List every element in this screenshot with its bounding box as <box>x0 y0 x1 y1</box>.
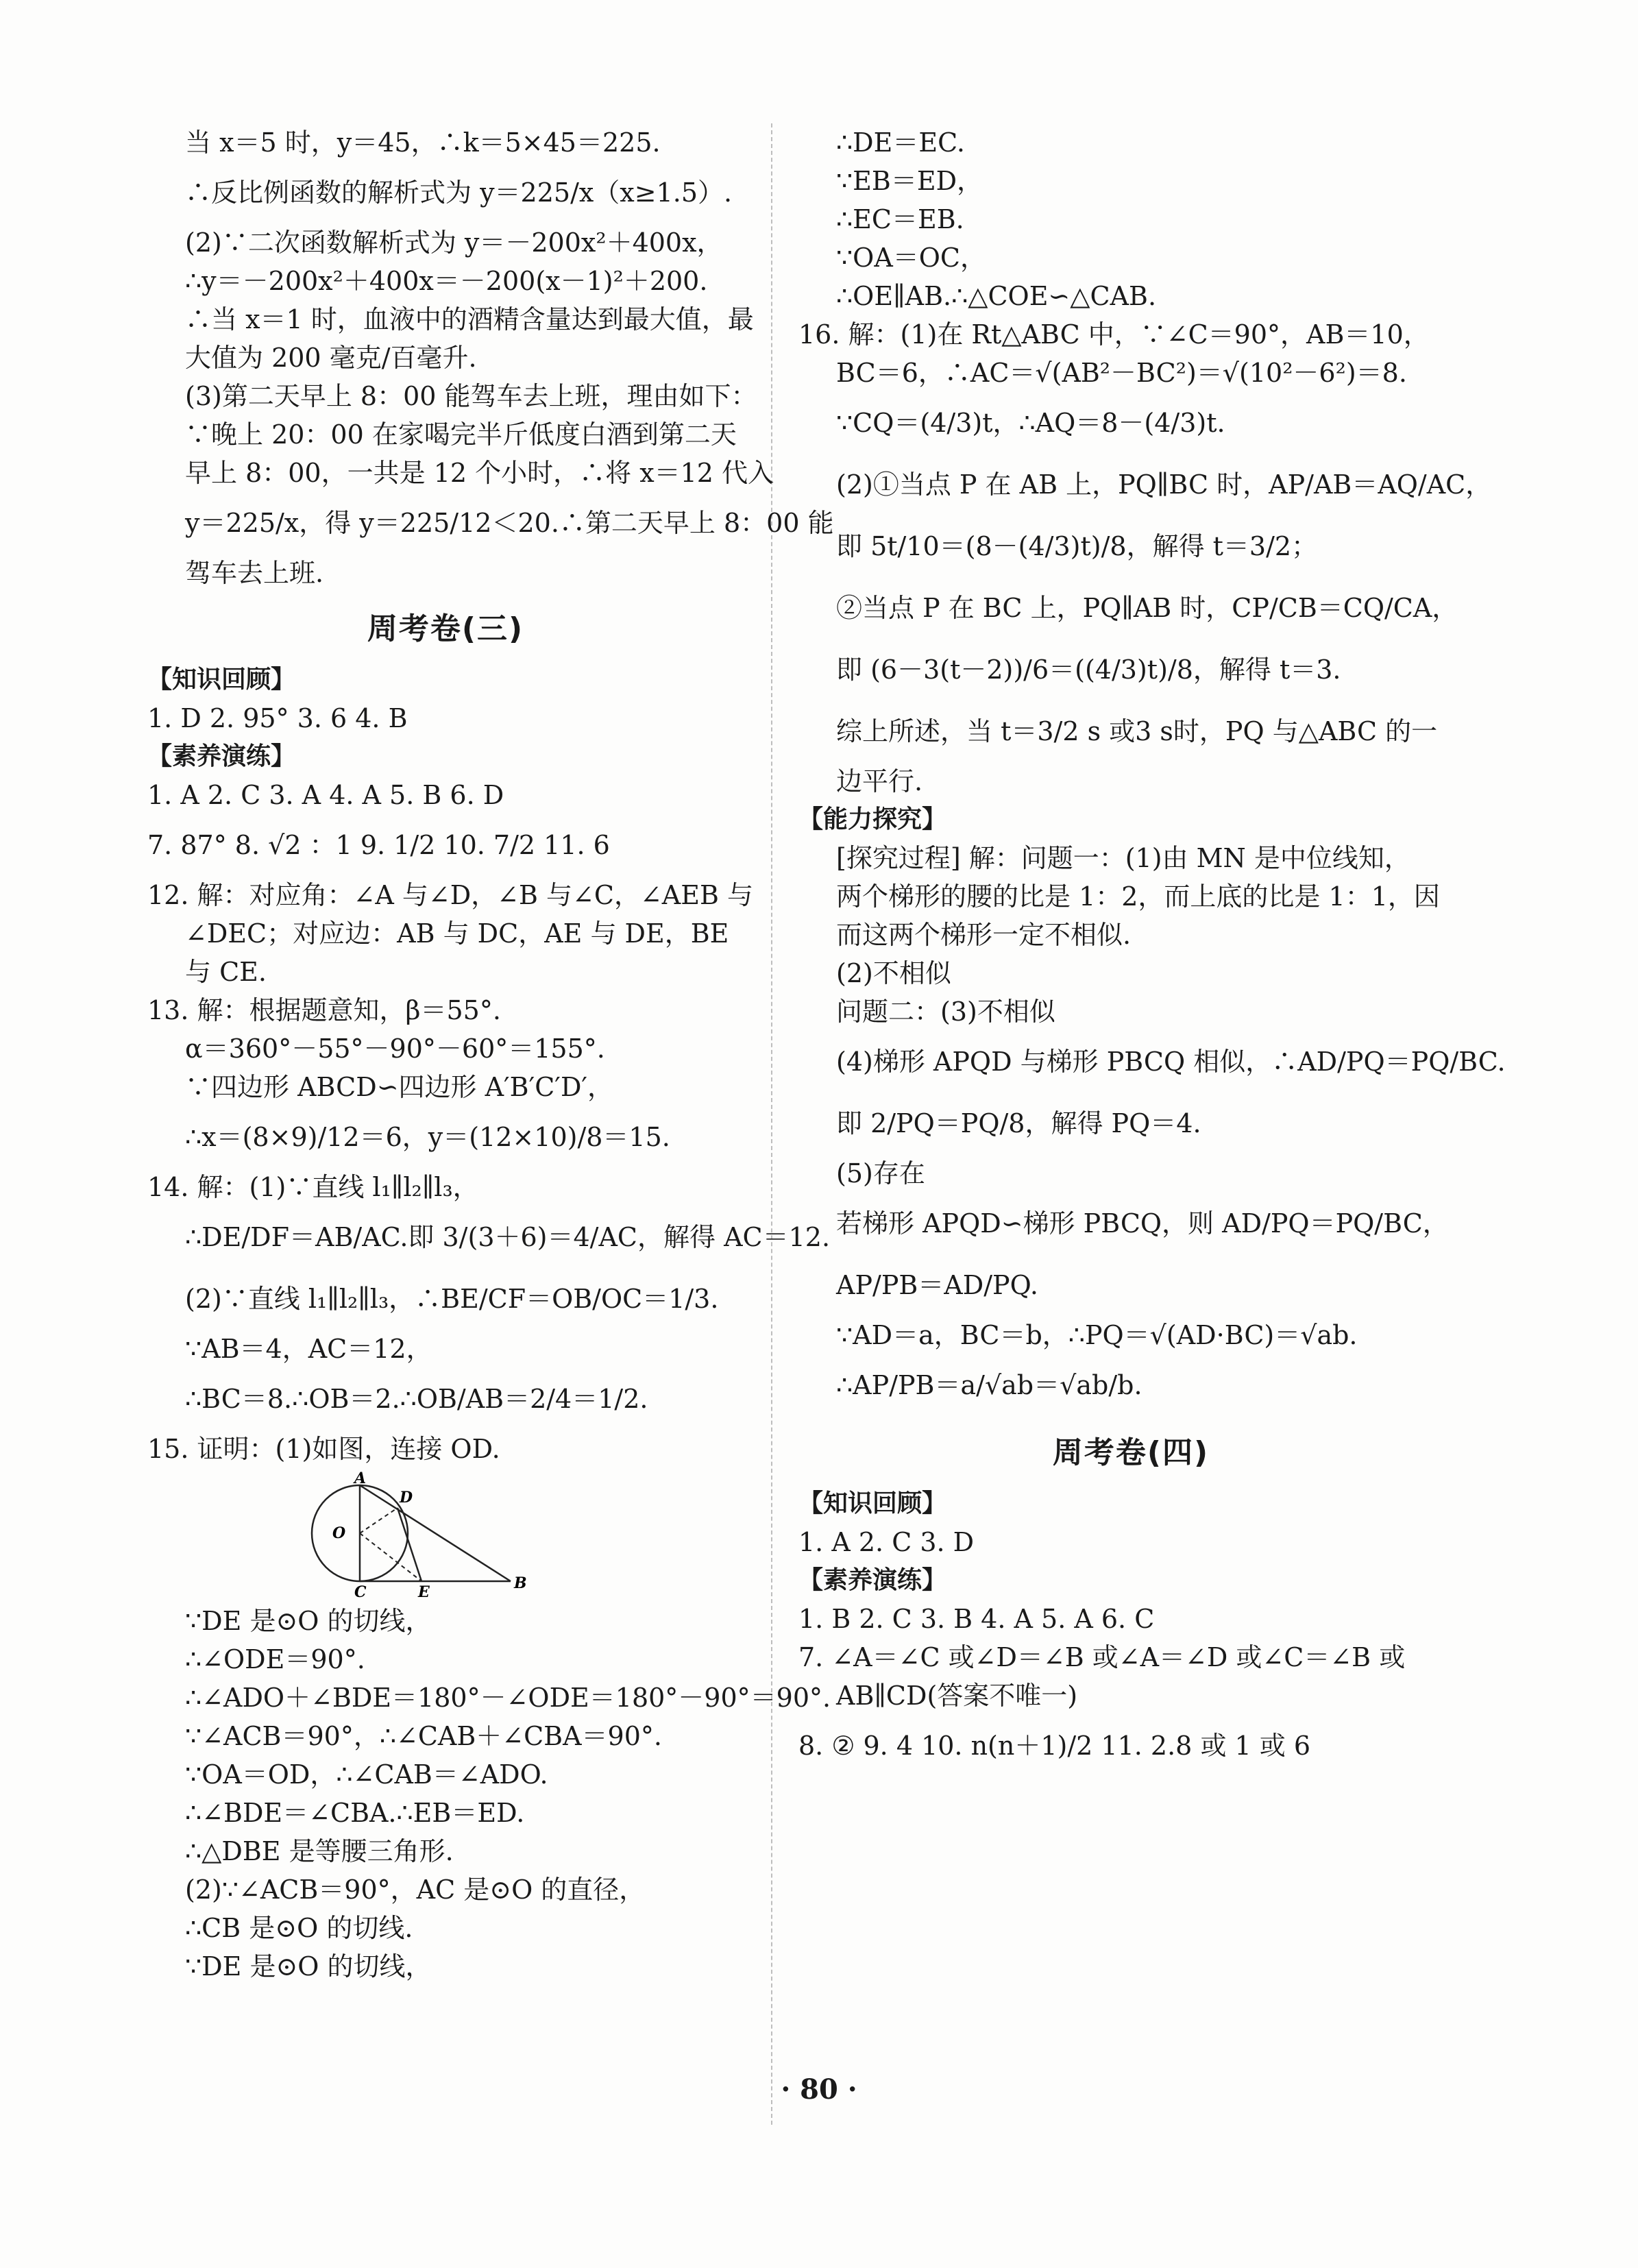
text-line: ∴EC＝EB. <box>836 204 964 234</box>
label-o: O <box>332 1524 346 1542</box>
column-divider <box>771 123 772 2125</box>
text-line: ∴OE∥AB.∴△COE∽△CAB. <box>836 281 1157 311</box>
text-line: ∴CB 是⊙O 的切线. <box>185 1913 413 1943</box>
text-line: ∵晚上 20：00 在家喝完半斤低度白酒到第二天 <box>185 419 737 450</box>
section-heading: 【素养演练】 <box>798 1566 947 1594</box>
line-oe <box>360 1533 421 1581</box>
text-line: ∴∠BDE＝∠CBA.∴EB＝ED. <box>185 1798 525 1828</box>
text-line: ∵四边形 ABCD∽四边形 A′B′C′D′， <box>185 1072 614 1102</box>
section-heading: 【能力探究】 <box>798 805 947 833</box>
text-line: 15. 证明：(1)如图，连接 OD. <box>147 1434 500 1464</box>
text-line: 而这两个梯形一定不相似. <box>836 920 1132 950</box>
text-line: BC＝6，∴AC＝√(AB²－BC²)＝√(10²－6²)＝8. <box>836 358 1407 388</box>
text-line: [探究过程] 解：问题一：(1)由 MN 是中位线知， <box>836 843 1410 873</box>
text-line: ∴DE＝EC. <box>836 127 965 158</box>
text-line: 当 x＝5 时，y＝45，∴k＝5×45＝225. <box>185 127 661 158</box>
text-line: 1. A 2. C 3. D <box>798 1527 975 1557</box>
text-line: (5)存在 <box>836 1158 925 1188</box>
text-line: 14. 解：(1)∵直线 l₁∥l₂∥l₃， <box>147 1172 479 1202</box>
text-line: 若梯形 APQD∽梯形 PBCQ，则 AD/PQ＝PQ/BC， <box>836 1208 1449 1239</box>
text-line: ∵OA＝OC， <box>836 243 987 273</box>
text-line: ∴BC＝8.∴OB＝2.∴OB/AB＝2/4＝1/2. <box>185 1384 648 1414</box>
text-line: 8. ② 9. 4 10. n(n＋1)/2 11. 2.8 或 1 或 6 <box>798 1731 1311 1761</box>
text-line: 1. B 2. C 3. B 4. A 5. A 6. C <box>798 1604 1155 1634</box>
text-line: (2)∵∠ACB＝90°，AC 是⊙O 的直径， <box>185 1875 646 1905</box>
text-line: ∵DE 是⊙O 的切线， <box>185 1606 432 1636</box>
text-line: 大值为 200 毫克/百毫升. <box>185 343 477 373</box>
text-line: (2)不相似 <box>836 958 951 988</box>
right-column <box>798 123 1506 1777</box>
line-de <box>398 1508 421 1581</box>
text-line: 早上 8：00，一共是 12 个小时，∴将 x＝12 代入 <box>185 458 774 488</box>
label-e: E <box>418 1583 430 1601</box>
text-line: 驾车去上班. <box>185 558 324 588</box>
page-number: · 80 · <box>781 2073 857 2106</box>
text-line: 与 CE. <box>185 957 267 987</box>
text-line: 综上所述，当 t＝3/2 s 或3 s时，PQ 与△ABC 的一 <box>836 716 1438 746</box>
text-line: 即 2/PQ＝PQ/8，解得 PQ＝4. <box>836 1108 1201 1138</box>
text-line: ∴反比例函数的解析式为 y＝225/x（x≥1.5）. <box>185 178 733 208</box>
label-b: B <box>514 1574 527 1592</box>
text-line: ∠DEC；对应边：AB 与 DC，AE 与 DE，BE <box>185 918 729 949</box>
text-line: ∵EB＝ED， <box>836 166 983 196</box>
text-line: ∵DE 是⊙O 的切线， <box>185 1951 432 1982</box>
text-line: 12. 解：对应角：∠A 与∠D，∠B 与∠C，∠AEB 与 <box>147 880 753 910</box>
section-title: 周考卷(三) <box>367 611 524 646</box>
label-c: C <box>354 1583 367 1601</box>
text-line: ∴DE/DF＝AB/AC.即 3/(3＋6)＝4/AC，解得 AC＝12. <box>185 1222 831 1252</box>
line-od <box>360 1508 398 1533</box>
text-line: 1. D 2. 95° 3. 6 4. B <box>147 703 408 733</box>
text-line: ∴∠ADO＋∠BDE＝180°－∠ODE＝180°－90°＝90°. <box>185 1683 831 1713</box>
text-line: 7. 87° 8. √2 ：1 9. 1/2 10. 7/2 11. 6 <box>147 830 610 860</box>
text-line: ∵AB＝4，AC＝12， <box>185 1334 432 1364</box>
figure-wrapper <box>305 1470 744 1602</box>
text-line: ∴△DBE 是等腰三角形. <box>185 1836 454 1866</box>
text-line: 即 (6－3(t－2))/6＝((4/3)t)/8，解得 t＝3. <box>836 655 1341 685</box>
section-heading: 【知识回顾】 <box>798 1489 947 1517</box>
section-heading: 【知识回顾】 <box>147 666 296 694</box>
text-line: (2)①当点 P 在 AB 上，PQ∥BC 时，AP/AB＝AQ/AC， <box>836 470 1492 500</box>
text-line: (2)∵直线 l₁∥l₂∥l₃，∴BE/CF＝OB/OC＝1/3. <box>185 1284 719 1314</box>
label-d: D <box>400 1489 413 1507</box>
section-heading: 【素养演练】 <box>147 742 296 770</box>
text-line: 两个梯形的腰的比是 1：2，而上底的比是 1：1，因 <box>836 881 1440 912</box>
text-line: ∵∠ACB＝90°，∴∠CAB＋∠CBA＝90°. <box>185 1721 662 1751</box>
text-line: ∵AD＝a，BC＝b，∴PQ＝√(AD·BC)＝√ab. <box>836 1320 1358 1350</box>
text-line: α＝360°－55°－90°－60°＝155°. <box>185 1034 605 1064</box>
text-line: ∴x＝(8×9)/12＝6，y＝(12×10)/8＝15. <box>185 1122 670 1152</box>
text-line: 13. 解：根据题意知，β＝55°. <box>147 995 501 1025</box>
section-title: 周考卷(四) <box>1052 1435 1210 1470</box>
text-line: AP/PB＝AD/PQ. <box>836 1270 1038 1300</box>
text-line: (4)梯形 APQD 与梯形 PBCQ 相似，∴AD/PQ＝PQ/BC. <box>836 1047 1506 1077</box>
text-line: 边平行. <box>836 766 923 796</box>
text-line: AB∥CD(答案不唯一) <box>836 1681 1078 1711</box>
text-line: (3)第二天早上 8：00 能驾车去上班，理由如下： <box>185 381 757 411</box>
geometry-figure <box>305 1470 565 1601</box>
text-line: ∴∠ODE＝90°. <box>185 1644 365 1674</box>
text-line: (2)∵二次函数解析式为 y＝－200x²＋400x， <box>185 228 723 258</box>
left-column <box>147 123 834 1986</box>
label-a: A <box>354 1470 367 1487</box>
text-line: 1. A 2. C 3. A 4. A 5. B 6. D <box>147 780 504 810</box>
text-line: 问题二：(3)不相似 <box>836 997 1055 1027</box>
text-line: ∴AP/PB＝a/√ab＝√ab/b. <box>836 1370 1142 1400</box>
text-line: ∵OA＝OD，∴∠CAB＝∠ADO. <box>185 1759 548 1790</box>
text-line: 7. ∠A＝∠C 或∠D＝∠B 或∠A＝∠D 或∠C＝∠B 或 <box>798 1642 1406 1672</box>
text-line: ∴y＝－200x²＋400x＝－200(x－1)²＋200. <box>185 266 708 296</box>
text-line: 16. 解：(1)在 Rt△ABC 中，∵∠C＝90°，AB＝10， <box>798 319 1430 350</box>
text-line: ∵CQ＝(4/3)t，∴AQ＝8－(4/3)t. <box>836 408 1225 438</box>
text-line: ②当点 P 在 BC 上，PQ∥AB 时，CP/CB＝CQ/CA， <box>836 593 1458 623</box>
text-line: 即 5t/10＝(8－(4/3)t)/8，解得 t＝3/2； <box>836 531 1318 561</box>
text-line: y＝225/x，得 y＝225/12＜20.∴第二天早上 8：00 能 <box>185 508 834 538</box>
text-line: ∴当 x＝1 时，血液中的酒精含量达到最大值，最 <box>185 304 754 334</box>
line-ab <box>360 1485 511 1581</box>
